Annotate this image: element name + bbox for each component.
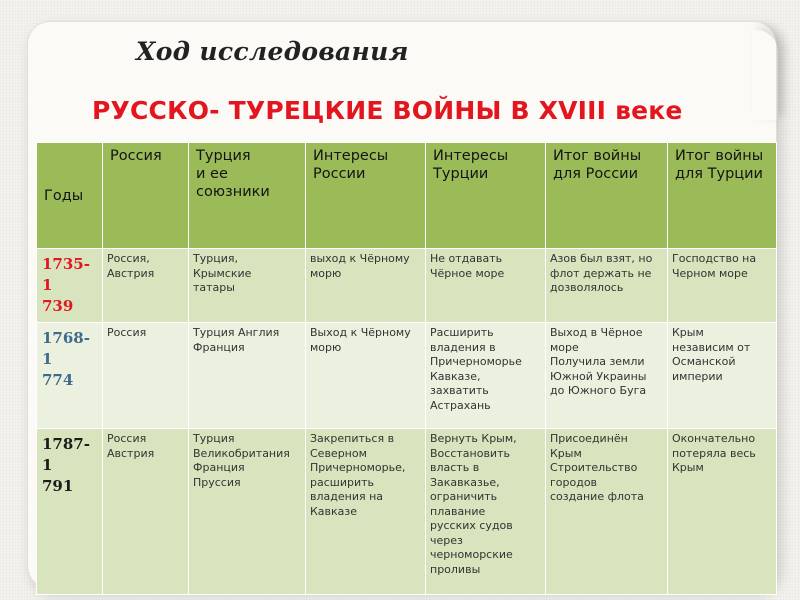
row-years: 1735-1 739 xyxy=(37,249,103,323)
header-russia: Россия xyxy=(103,143,189,249)
row-result-turkey: Крым независим от Османской империи xyxy=(668,323,777,429)
row-result-russia: Выход в Чёрное море Получила земли Южной Украины до Южного Буга xyxy=(546,323,668,429)
subtitle: Ход исследования xyxy=(136,37,409,66)
row-turkey-interests: Расширить владения в Причерноморье Кавказе, захватить Астрахань xyxy=(426,323,546,429)
wars-table xyxy=(36,142,777,595)
header-years: Годы xyxy=(37,143,103,249)
table-row xyxy=(37,249,777,323)
header-result-turkey: Итог войны для Турции xyxy=(668,143,777,249)
row-result-russia: Азов был взят, но флот держать не дозволялось xyxy=(546,249,668,323)
row-result-turkey: Окончательно потеряла весь Крым xyxy=(668,429,777,595)
page-title: РУССКО- ТУРЕЦКИЕ ВОЙНЫ В XVIII веке xyxy=(92,96,683,125)
row-russia-interests: выход к Чёрному морю xyxy=(306,249,426,323)
row-russia-interests: Выход к Чёрному морю xyxy=(306,323,426,429)
row-turkey: Турция Англия Франция xyxy=(189,323,306,429)
row-russia: Россия Австрия xyxy=(103,429,189,595)
row-turkey: Турция, Крымские татары xyxy=(189,249,306,323)
row-years: 1787-1 791 xyxy=(37,429,103,595)
table-row xyxy=(37,323,777,429)
row-russia-interests: Закрепиться в Северном Причерноморье, расширить владения на Кавказе xyxy=(306,429,426,595)
table-header-row xyxy=(37,143,777,249)
row-russia: Россия, Австрия xyxy=(103,249,189,323)
row-result-russia: Присоединён Крым Строительство городов создание флота xyxy=(546,429,668,595)
row-turkey-interests: Не отдавать Чёрное море xyxy=(426,249,546,323)
header-russia-interests: Интересы России xyxy=(306,143,426,249)
header-result-russia: Итог войны для России xyxy=(546,143,668,249)
row-result-turkey: Господство на Черном море xyxy=(668,249,777,323)
header-turkey-interests: Интересы Турции xyxy=(426,143,546,249)
row-years: 1768-1 774 xyxy=(37,323,103,429)
row-turkey-interests: Вернуть Крым, Восстановить власть в Закавказье, ограничить плавание русских судов через черноморские проливы xyxy=(426,429,546,595)
row-russia: Россия xyxy=(103,323,189,429)
table-row xyxy=(37,429,777,595)
row-turkey: Турция Великобритания Франция Пруссия xyxy=(189,429,306,595)
header-turkey: Турция и ее союзники xyxy=(189,143,306,249)
